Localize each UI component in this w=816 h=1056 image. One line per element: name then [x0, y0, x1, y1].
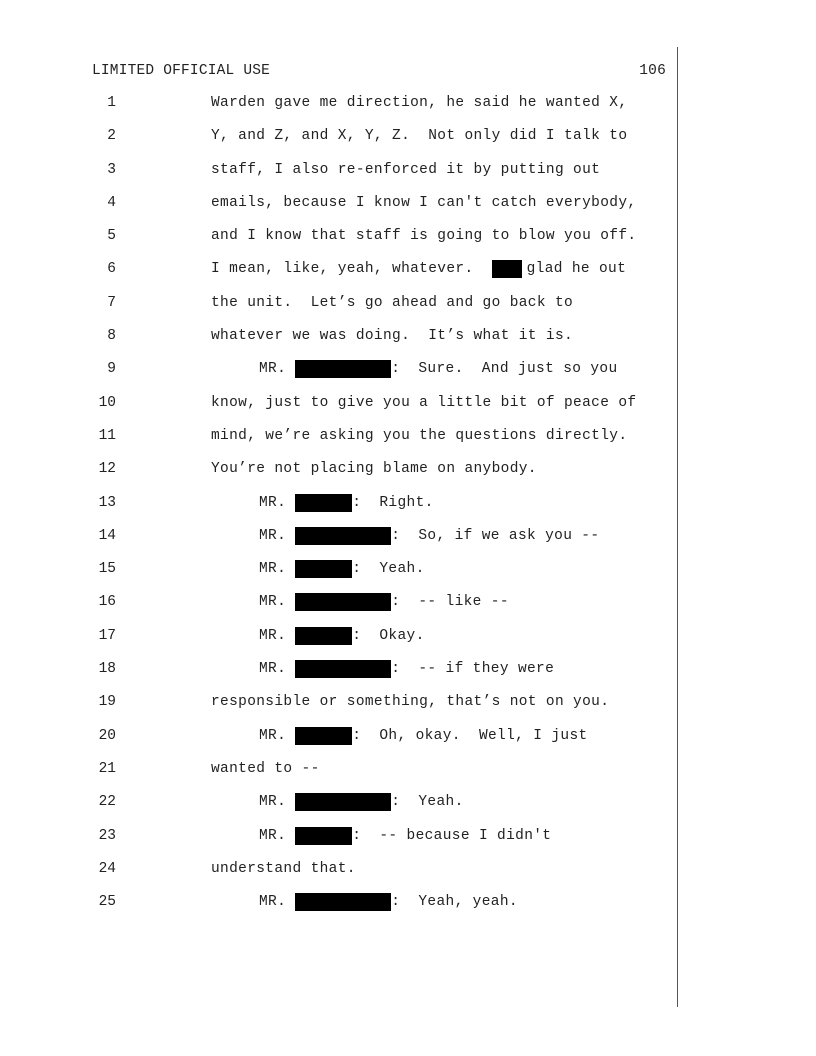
- speech-text: : -- if they were: [391, 661, 555, 678]
- speaker-prefix: MR.: [259, 561, 296, 578]
- speaker-line: [0, 494, 677, 527]
- line-text: [259, 893, 518, 911]
- line-text: [211, 260, 626, 278]
- redacted-speaker-name: [295, 593, 391, 611]
- line-text: [259, 827, 551, 845]
- line-number: 24: [98, 860, 116, 877]
- redacted-speaker-name: [295, 893, 391, 911]
- redacted-speaker-name: [295, 527, 391, 545]
- transcript-line: [0, 693, 677, 726]
- transcript-line: [0, 860, 677, 893]
- speaker-line: [0, 527, 677, 560]
- line-number: 11: [98, 427, 116, 444]
- redacted-speaker-name: [295, 793, 391, 811]
- transcript-line: [0, 294, 677, 327]
- speaker-prefix: MR.: [259, 494, 296, 511]
- transcript-line: [0, 427, 677, 460]
- line-number: 13: [98, 494, 116, 511]
- speech-text: : Yeah.: [352, 561, 425, 578]
- line-text: [259, 627, 425, 645]
- speech-text: : -- like --: [391, 594, 509, 611]
- line-number: 2: [107, 128, 116, 145]
- page-number: 106: [639, 63, 666, 79]
- speech-text: : Okay.: [352, 627, 425, 644]
- line-text: [259, 593, 509, 611]
- line-text: the unit. Let’s go ahead and go back to: [211, 294, 574, 311]
- line-number: 9: [107, 361, 116, 378]
- transcript-line: [0, 194, 677, 227]
- transcript-line: [0, 127, 677, 160]
- line-text: [259, 660, 554, 678]
- redacted-speaker-name: [295, 727, 352, 745]
- line-text: and I know that staff is going to blow you off.: [211, 228, 637, 245]
- speaker-prefix: MR.: [259, 661, 296, 678]
- line-text: [259, 560, 425, 578]
- line-number: 10: [98, 394, 116, 411]
- classification-marking: LIMITED OFFICIAL USE: [92, 63, 271, 79]
- transcript-line: [0, 161, 677, 194]
- line-text: staff, I also re-enforced it by putting out: [211, 161, 601, 178]
- line-text: [259, 360, 618, 378]
- line-text: [259, 527, 599, 545]
- line-number: 6: [107, 261, 116, 278]
- line-text: [259, 727, 588, 745]
- speaker-prefix: MR.: [259, 361, 296, 378]
- speech-text: : Oh, okay. Well, I just: [352, 727, 588, 744]
- line-text: Warden gave me direction, he said he wanted X,: [211, 95, 628, 111]
- speaker-line: [0, 727, 677, 760]
- speaker-prefix: MR.: [259, 727, 296, 744]
- speech-text: : Right.: [352, 494, 434, 511]
- redacted-speaker-name: [295, 360, 391, 378]
- speaker-line: [0, 660, 677, 693]
- speech-text: : Yeah.: [391, 794, 464, 811]
- line-text: Y, and Z, and X, Y, Z. Not only did I talk to: [211, 128, 628, 145]
- speaker-prefix: MR.: [259, 527, 296, 544]
- line-text-after-redaction: glad he out: [526, 261, 627, 278]
- margin-rule: [677, 47, 678, 1007]
- line-text: You’re not placing blame on anybody.: [211, 461, 537, 478]
- speech-text: : -- because I didn't: [352, 827, 552, 844]
- line-number: 8: [107, 328, 116, 345]
- redacted-speaker-name: [295, 560, 352, 578]
- redacted-speaker-name: [295, 494, 352, 512]
- line-text: responsible or something, that’s not on you.: [211, 694, 610, 711]
- speaker-prefix: MR.: [259, 894, 296, 911]
- speaker-line: [0, 893, 677, 926]
- transcript-line: [0, 394, 677, 427]
- line-text: [259, 793, 464, 811]
- line-text: know, just to give you a little bit of peace of: [211, 394, 637, 411]
- line-number: 18: [98, 661, 116, 678]
- transcript-line: [0, 460, 677, 493]
- redaction-box: [492, 260, 522, 278]
- transcript-line: [0, 260, 677, 293]
- line-number: 17: [98, 627, 116, 644]
- line-number: 25: [98, 894, 116, 911]
- line-number: 19: [98, 694, 116, 711]
- line-number: 3: [107, 161, 116, 178]
- speaker-line: [0, 627, 677, 660]
- line-number: 1: [107, 95, 116, 111]
- transcript-line: [0, 94, 677, 127]
- line-text: wanted to --: [211, 760, 320, 777]
- line-text-before-redaction: I mean, like, yeah, whatever.: [211, 261, 492, 278]
- speech-text: : Yeah, yeah.: [391, 894, 518, 911]
- line-number: 16: [98, 594, 116, 611]
- transcript-body: [0, 94, 677, 926]
- line-text: emails, because I know I can't catch everybody,: [211, 194, 637, 211]
- line-number: 14: [98, 527, 116, 544]
- speaker-prefix: MR.: [259, 827, 296, 844]
- transcript-line: [0, 760, 677, 793]
- speaker-line: [0, 827, 677, 860]
- speaker-line: [0, 360, 677, 393]
- speaker-line: [0, 793, 677, 826]
- line-number: 15: [98, 561, 116, 578]
- line-number: 22: [98, 794, 116, 811]
- transcript-line: [0, 327, 677, 360]
- speaker-prefix: MR.: [259, 594, 296, 611]
- line-number: 23: [98, 827, 116, 844]
- line-number: 21: [98, 760, 116, 777]
- line-number: 12: [98, 461, 116, 478]
- line-text: whatever we was doing. It’s what it is.: [211, 328, 574, 345]
- line-number: 4: [107, 194, 116, 211]
- line-number: 20: [98, 727, 116, 744]
- redacted-speaker-name: [295, 660, 391, 678]
- line-text: understand that.: [211, 860, 356, 877]
- speaker-prefix: MR.: [259, 794, 296, 811]
- speaker-line: [0, 560, 677, 593]
- line-number: 7: [107, 294, 116, 311]
- speech-text: : So, if we ask you --: [391, 527, 600, 544]
- line-text: [259, 494, 434, 512]
- line-text: mind, we’re asking you the questions directly.: [211, 427, 628, 444]
- transcript-line: [0, 227, 677, 260]
- line-number: 5: [107, 228, 116, 245]
- speech-text: : Sure. And just so you: [391, 361, 618, 378]
- speaker-line: [0, 593, 677, 626]
- speaker-prefix: MR.: [259, 627, 296, 644]
- redacted-speaker-name: [295, 827, 352, 845]
- redacted-speaker-name: [295, 627, 352, 645]
